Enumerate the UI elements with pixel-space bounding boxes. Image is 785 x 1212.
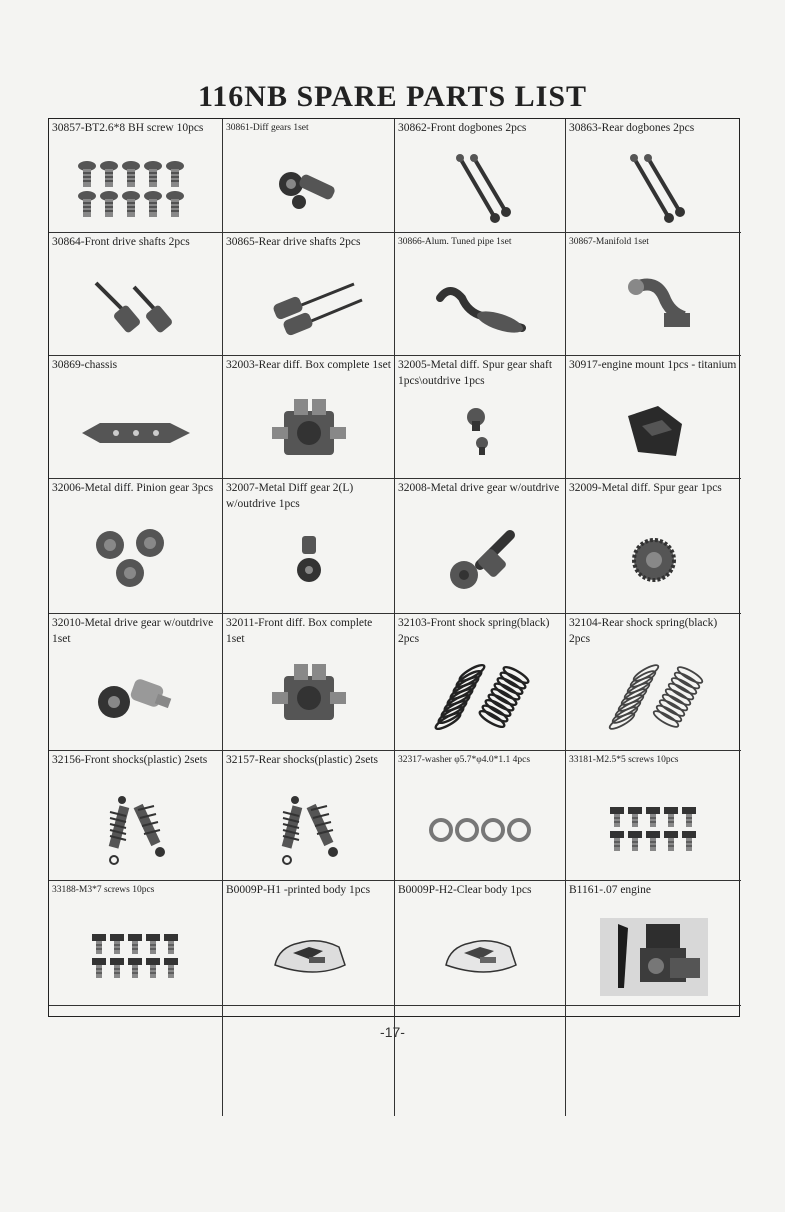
- part-cell: [395, 356, 566, 479]
- part-label: 30862-Front dogbones 2pcs: [398, 122, 527, 134]
- part-cell: [49, 356, 223, 479]
- rear-shafts-icon: [223, 267, 394, 349]
- part-cell: [49, 751, 223, 881]
- part-cell: [223, 233, 395, 356]
- part-cell: [223, 356, 395, 479]
- part-label: 30865-Rear drive shafts 2pcs: [226, 236, 361, 248]
- part-label: 30867-Manifold 1set: [569, 237, 649, 247]
- part-cell: [566, 479, 741, 614]
- part-cell: [223, 881, 395, 1006]
- manifold-icon: [566, 267, 741, 349]
- part-label: 32008-Metal drive gear w/outdrive: [398, 482, 560, 494]
- part-label: 32007-Metal Diff gear 2(L) w/outdrive 1pcs: [226, 482, 354, 510]
- spur-gear-icon: [566, 513, 741, 607]
- part-cell: [395, 751, 566, 881]
- part-cell: [395, 614, 566, 751]
- part-cell: [49, 233, 223, 356]
- part-label: 32103-Front shock spring(black) 2pcs: [398, 617, 550, 645]
- part-cell: [566, 881, 741, 1006]
- pinion-gears-icon: [49, 513, 222, 607]
- washers-icon: [395, 785, 565, 874]
- engine-photo-icon: [566, 915, 741, 999]
- part-cell: [223, 751, 395, 881]
- page-number: -17-: [380, 1024, 405, 1040]
- part-cell: [566, 233, 741, 356]
- springs-black-icon: [395, 648, 565, 744]
- clear-body-icon: [395, 915, 565, 999]
- part-label: 30869-chassis: [52, 359, 118, 371]
- part-cell: [223, 1006, 395, 1116]
- part-cell: [49, 1006, 223, 1116]
- part-label: 30863-Rear dogbones 2pcs: [569, 122, 695, 134]
- part-label: 30866-Alum. Tuned pipe 1set: [398, 237, 512, 247]
- part-cell: [566, 356, 741, 479]
- part-cell: [49, 614, 223, 751]
- part-label: 33188-M3*7 screws 10pcs: [52, 885, 155, 895]
- part-label: 30864-Front drive shafts 2pcs: [52, 236, 190, 248]
- part-label: 30861-Diff gears 1set: [226, 123, 309, 133]
- part-cell: [223, 479, 395, 614]
- screws-icon: [49, 153, 222, 226]
- part-cell: [566, 751, 741, 881]
- dogbones-icon: [395, 153, 565, 226]
- engine-mount-icon: [566, 390, 741, 472]
- part-label: 32156-Front shocks(plastic) 2sets: [52, 754, 208, 766]
- drive-gear-icon: [395, 513, 565, 607]
- part-label: 30857-BT2.6*8 BH screw 10pcs: [52, 122, 204, 134]
- part-label: 30917-engine mount 1pcs - titanium: [569, 359, 737, 371]
- part-cell: [395, 233, 566, 356]
- part-label: 32006-Metal diff. Pinion gear 3pcs: [52, 482, 214, 494]
- chassis-icon: [49, 390, 222, 472]
- part-label: B1161-.07 engine: [569, 884, 651, 896]
- part-cell: [223, 614, 395, 751]
- part-label: 32317-washer φ5.7*φ4.0*1.1 4pcs: [398, 755, 531, 765]
- part-label: 32011-Front diff. Box complete 1set: [226, 617, 373, 645]
- diff-gears-icon: [223, 153, 394, 226]
- part-label: B0009P-H1 -printed body 1pcs: [226, 884, 371, 896]
- tuned-pipe-icon: [395, 267, 565, 349]
- part-cell: [223, 119, 395, 233]
- parts-table: [48, 118, 740, 1017]
- part-cell: [395, 119, 566, 233]
- part-label: 32157-Rear shocks(plastic) 2sets: [226, 754, 379, 766]
- cap-screws-icon: [49, 915, 222, 999]
- page-title: 116NB SPARE PARTS LIST: [197, 80, 588, 113]
- part-label: B0009P-H2-Clear body 1pcs: [398, 884, 532, 896]
- part-cell: [49, 881, 223, 1006]
- part-cell: [49, 119, 223, 233]
- shocks-icon: [49, 785, 222, 874]
- spur-shaft-icon: [395, 390, 565, 472]
- part-cell: [395, 479, 566, 614]
- part-cell: [566, 119, 741, 233]
- cap-screws-icon: [566, 785, 741, 874]
- part-cell: [566, 1006, 741, 1116]
- part-label: 32003-Rear diff. Box complete 1set: [226, 359, 391, 371]
- diff-box-icon: [223, 648, 394, 744]
- dogbones-icon: [566, 153, 741, 226]
- part-label: 32005-Metal diff. Spur gear shaft 1pcs\outdrive 1pcs: [398, 359, 553, 387]
- part-cell: [395, 1006, 566, 1116]
- part-cell: [395, 881, 566, 1006]
- drive-gear-set-icon: [49, 648, 222, 744]
- part-label: 32009-Metal diff. Spur gear 1pcs: [569, 482, 722, 494]
- part-label: 32104-Rear shock spring(black) 2pcs: [569, 617, 718, 645]
- diff-box-icon: [223, 390, 394, 472]
- part-label: 32010-Metal drive gear w/outdrive 1set: [52, 617, 214, 645]
- part-label: 33181-M2.5*5 screws 10pcs: [569, 755, 679, 765]
- springs-icon: [566, 648, 741, 744]
- part-cell: [566, 614, 741, 751]
- part-cell: [49, 479, 223, 614]
- printed-body-icon: [223, 915, 394, 999]
- shocks-icon: [223, 785, 394, 874]
- drive-shafts-icon: [49, 267, 222, 349]
- diff-gear-outdrive-icon: [223, 513, 394, 607]
